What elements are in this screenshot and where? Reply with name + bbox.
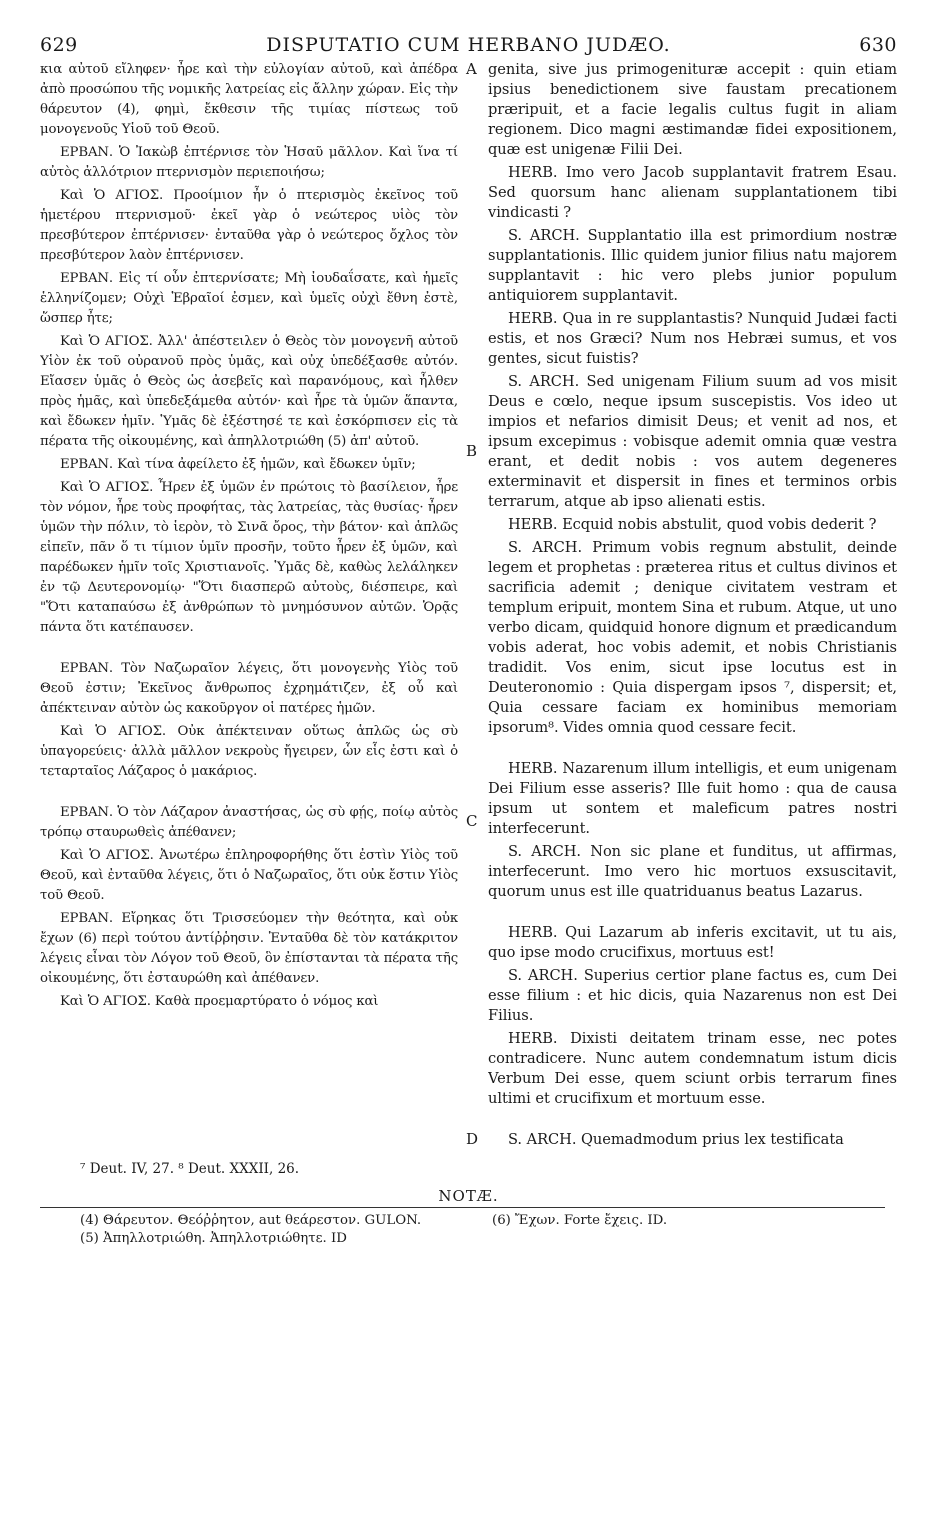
notes-left [40, 1212, 480, 1248]
latin-paragraph: S. ARCH. Non sic plane et funditus, ut affirmas, interfecerunt. Imo vero hic mortuos exsuscitavit, quorum unus est ille quatriduanus beatus Lazarus. [488, 843, 897, 900]
latin-column [488, 60, 897, 1153]
latin-paragraph: S. ARCH. Sed unigenam Filium suum ad vos misit Deus e cœlo, neque ipsum suscepistis. Vos ideo ut impios et nefarios dimisit Deus; et venit ad nos, et ipsum excepimus : vobisque ademit omnia quæ vestra erant, et dedit nobis : vos autem degeneres exterminavit et dispersit in fines et terminos orbis terrarum, atque ab ipso alienati estis. [488, 373, 897, 510]
running-header [40, 34, 897, 60]
latin-paragraph: HERB. Dixisti deitatem trinam esse, nec potes contradicere. Nunc autem condemnatum istum dicis Verbum Dei esse, quem sciunt orbis terrarum fines ultimi et crucifixum et mortuum esse. [488, 1030, 897, 1107]
greek-paragraph: ΕΡΒΑΝ. Ὁ Ἰακὼβ ἐπτέρνισε τὸν Ἡσαῦ μᾶλλον. Καὶ ἵνα τί αὐτὸς ἀλλότριον πτερνισμὸν περιεποιήσω; [40, 145, 458, 180]
margin-letters [458, 60, 488, 1153]
latin-paragraph: HERB. Ecquid nobis abstulit, quod vobis dederit ? [508, 516, 877, 533]
note-5: (5) Ἀπηλλοτριώθη. Ἀπηλλοτριώθητε. ID [80, 1231, 347, 1246]
greek-paragraph: Καὶ Ὁ ΑΓΙΟΣ. Οὐκ ἀπέκτειναν οὕτως ἁπλῶς ὡς σὺ ὑπαγορεύεις· ἀλλὰ μᾶλλον νεκροὺς ἤγειρεν, ὧν εἷς ἐστι καὶ ὁ τεταρταῖος Λάζαρος ὁ μακάριος. [40, 724, 458, 779]
greek-paragraph: κια αὐτοῦ εἴληφεν· ἦρε καὶ τὴν εὐλογίαν αὐτοῦ, καὶ ἀπέδρα ἀπὸ προσώπου τῆς νομικῆς λατρείας εἰς ἄλλην χώραν. Εἰς τὴν θάρευτον (4), φημὶ, ἔκθεσιν τῆς τιμίας πίστεως τοῦ μονογενοῦς Υἱοῦ τοῦ Θεοῦ. [40, 62, 458, 137]
latin-paragraph: S. ARCH. Supplantatio illa est primordium nostræ supplantationis. Illic quidem junior filius natu majorem supplantavit : hic vero plebs junior populum antiquiorem supplantavit. [488, 227, 897, 304]
notes [40, 1212, 897, 1248]
paragraph-gap [488, 905, 897, 923]
margin-letter-c: C [466, 812, 478, 830]
note-4: (4) Θάρευτον. Θεόῤῥητον, aut θεάρεστον. GULON. [80, 1213, 422, 1228]
latin-paragraph: HERB. Nazarenum illum intelligis, et eum unigenam Dei Filium esse asseris? Ille fuit homo : qua de causa ipsum ut sontem et maleficum patres nostri interfecerunt. [488, 760, 897, 837]
margin-letter-d: D [466, 1130, 479, 1148]
latin-paragraph: HERB. Qua in re supplantastis? Nunquid Judæi facti estis, et nos Græci? Num nos Hebræi sumus, et vos gentes, sicut fuistis? [488, 310, 897, 367]
margin-letter-a: A [466, 60, 477, 78]
latin-paragraph: HERB. Qui Lazarum ab inferis excitavit, ut tu ais, quo ipse modo crucifixus, mortuus est! [488, 924, 897, 961]
notes-divider [40, 1207, 885, 1208]
greek-paragraph: Καὶ Ὁ ΑΓΙΟΣ. Προοίμιον ἦν ὁ πτερισμὸς ἐκεῖνος τοῦ ἡμετέρου πτερνισμοῦ· ἐκεῖ γὰρ ὁ νεώτερος υἱὸς τὸν πρεσβύτερον ἐπτέρνισεν· ἐνταῦθα γὰρ ὁ νεώτερος ὄχλος τὸν πρεσβύτερον λαὸν ἐπτέρνισεν. [40, 188, 458, 263]
right-page-number: 630 [859, 34, 897, 56]
text-columns [40, 60, 897, 1153]
paragraph-gap [488, 1112, 897, 1130]
notes-heading: NOTÆ. [438, 1187, 499, 1205]
paragraph-gap [488, 741, 897, 759]
greek-paragraph: ΕΡΒΑΝ. Εἴρηκας ὅτι Τρισσεύομεν τὴν θεότητα, καὶ οὐκ ἔχων (6) περὶ τούτου ἀντίῤῥησιν. Ἐνταῦθα δὲ τὸν κατάκριτον λέγεις εἶναι τὸν Λόγον τοῦ Θεοῦ, ὃν ἐπίστανται τὰ πέρατα τῆς οἰκουμένης, ὅτι ἐσταυρώθη καὶ ἀπέθανεν. [40, 911, 458, 986]
greek-paragraph: ΕΡΒΑΝ. Ὁ τὸν Λάζαρον ἀναστήσας, ὡς σὺ φῄς, ποίῳ αὐτὸς τρόπῳ σταυρωθεὶς ἀπέθανεν; [40, 805, 458, 840]
greek-column [40, 60, 458, 1153]
greek-paragraph: ΕΡΒΑΝ. Τὸν Ναζωραῖον λέγεις, ὅτι μονογενὴς Υἱὸς τοῦ Θεοῦ ἐστιν; Ἐκεῖνος ἄνθρωπος ἐχρημάτιζεν, ἐξ οὗ καὶ ἀπέκτειναν αὐτὸν ὡς κακοῦργον οἱ πατέρες ἡμῶν. [40, 661, 458, 716]
running-title: DISPUTATIO CUM HERBANO JUDÆO. [266, 34, 671, 56]
paragraph-gap [40, 785, 458, 803]
latin-paragraph: S. ARCH. Quemadmodum prius lex testificata [508, 1131, 844, 1148]
greek-paragraph: ΕΡΒΑΝ. Καὶ τίνα ἀφείλετο ἐξ ἡμῶν, καὶ ἔδωκεν ὑμῖν; [60, 457, 416, 472]
left-page-number: 629 [40, 34, 78, 56]
latin-paragraph: S. ARCH. Superius certior plane factus es, cum Dei esse filium : et hic dicis, quia Nazarenus non est Dei Filius. [488, 967, 897, 1024]
greek-paragraph: Καὶ Ὁ ΑΓΙΟΣ. Ἦρεν ἐξ ὑμῶν ἐν πρώτοις τὸ βασίλειον, ἦρε τὸν νόμον, ἦρε τοὺς προφήτας, τὰς λατρείας, τὰς θυσίας· ἦρεν ὑμῶν τὴν πόλιν, τὸ ἱερὸν, τὸ Σινᾶ ὄρος, τὴν βάτον· καὶ ἁπλῶς εἰπεῖν, πᾶν ὅ τι τίμιον ὑμῖν προσῆν, τοῦτο ἦρεν ἐξ ὑμῶν, καὶ παρέδωκεν ἡμῖν τοῖς Χριστιανοῖς. Ὑμᾶς δὲ, καθὼς λελάληκεν ἐν τῷ Δευτερονομίῳ· "Ὅτι διασπερῶ αὐτοὺς, διέσπειρε, καὶ "Ὅτι καταπαύσω ἐξ ἀνθρώπων τὸ μνημόσυνον αὐτῶν. Ὁρᾷς πάντα ὅτι κατέπαυσεν. [40, 480, 458, 635]
latin-paragraph: HERB. Imo vero Jacob supplantavit fratrem Esau. Sed quorsum hanc alienam supplantationem tibi vindicasti ? [488, 164, 897, 221]
latin-paragraph: S. ARCH. Primum vobis regnum abstulit, deinde legem et prophetas : præterea ritus et cultus divinos et sacrificia ademit ; denique civitatem vestram et templum eripuit, montem Sina et rubum. Atque, ut uno verbo dicam, quidquid honore dignum et prædicandum vobis aderat, hoc vobis ademit, et nobis Christianis tradidit. Vos enim, sicut ipse locutus est in Deuteronomio : Quia dispergam ipsos ⁷, dispersit; et, Quia cessare faciam ex hominibus memoriam ipsorum⁸. Vides omnia quod cessare fecit. [488, 539, 897, 736]
latin-paragraph: genita, sive jus primogenituræ accepit : quin etiam ipsius benedictionem sive faustam precationem præripuit, et a facie legalis cultus fugit in aliam regionem. Dico magni æstimandæ fidei expositionem, quæ est unigenæ Filii Dei. [488, 61, 897, 158]
paragraph-gap [40, 641, 458, 659]
greek-paragraph: Καὶ Ὁ ΑΓΙΟΣ. Ἀλλ' ἀπέστειλεν ὁ Θεὸς τὸν μονογενῆ αὐτοῦ Υἱὸν ἐκ τοῦ οὐρανοῦ πρὸς ὑμᾶς, καὶ οὐχ ὑπεδέξασθε αὐτόν. Εἴασεν ὑμᾶς ὁ Θεὸς ὡς ἀσεβεῖς καὶ παρανόμους, καὶ ἦλθεν πρὸς ἡμᾶς, καὶ ὑπεδεξάμεθα αὐτόν· καὶ ἦρε τὰ ὑμῶν ἅπαντα, καὶ ἔδωκεν ἡμῖν. Ὑμᾶς δὲ ἐξέστησέ τε καὶ ἐσκόρπισεν εἰς τὰ πέρατα τῆς οἰκουμένης, καὶ ἀπηλλοτριώθη (5) ἀπ' αὐτοῦ. [40, 334, 458, 449]
greek-paragraph: Καὶ Ὁ ΑΓΙΟΣ. Ἀνωτέρω ἐπληροφορήθης ὅτι ἐστὶν Υἱὸς τοῦ Θεοῦ, καὶ ἐνταῦθα λέγεις, ὅτι ὁ Ναζωραῖος, ὅτι οὐκ ἔστιν Υἱὸς τοῦ Θεοῦ. [40, 848, 458, 903]
greek-paragraph: Καὶ Ὁ ΑΓΙΟΣ. Καθὰ προεμαρτύρατο ὁ νόμος καὶ [60, 994, 379, 1009]
scripture-references: ⁷ Deut. IV, 27. ⁸ Deut. XXXII, 26. [80, 1161, 300, 1177]
note-6: (6) Ἔχων. Forte ἔχεις. ID. [492, 1213, 668, 1228]
margin-letter-b: B [466, 442, 478, 460]
notes-right [480, 1212, 892, 1248]
greek-paragraph: ΕΡΒΑΝ. Εἰς τί οὖν ἐπτερνίσατε; Μὴ ἰουδαΐσατε, καὶ ἡμεῖς ἑλληνίζομεν; Οὐχὶ Ἑβραῖοί ἐσμεν, καὶ ὑμεῖς οὐχὶ ἔθνη ἐστὲ, ὥσπερ ἦτε; [40, 271, 458, 326]
